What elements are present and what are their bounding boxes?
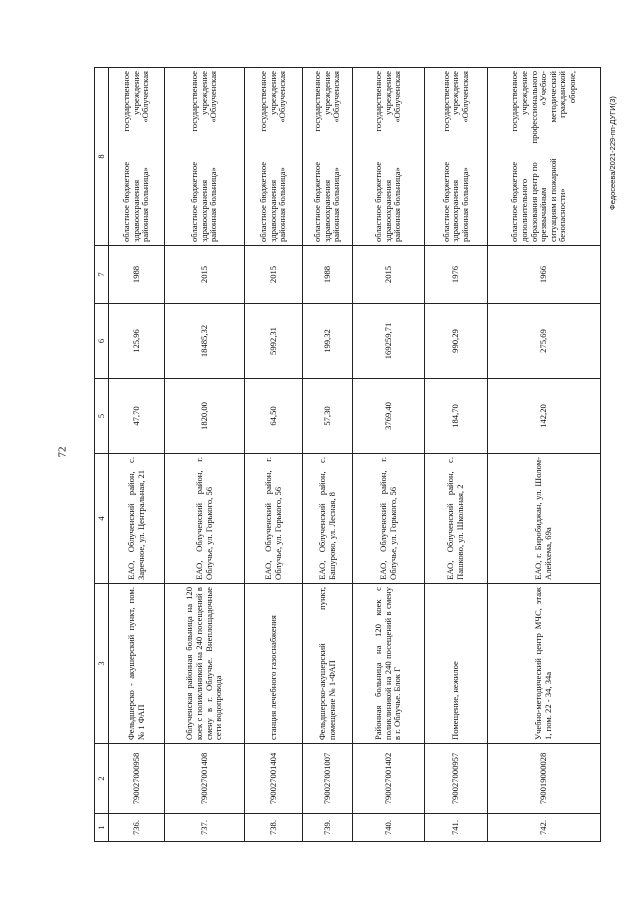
holder-cell (109, 68, 165, 246)
object-name-cell: Помещение, нежилое (425, 584, 488, 744)
area-cell: 64,50 (245, 379, 303, 454)
object-name-cell: Районная больница на 120 коек с поликлиникой на 240 посещений в смену в г. Облучье. Блок Г (353, 584, 425, 744)
value-cell: 18485,32 (165, 304, 245, 379)
object-name-cell: станция лечебного газоснабжения (245, 584, 303, 744)
holder-left-text: областное бюджетное здравоохранения районная больница» (440, 161, 470, 242)
area-cell: 142,20 (488, 379, 601, 454)
holder-cell (165, 68, 245, 246)
row-number-cell: 741. (425, 814, 488, 842)
object-name-cell: Фельдшерско-акушерский пункт, помещение № 1-ФАП (303, 584, 353, 744)
value-cell: 275,69 (488, 304, 601, 379)
holder-right-text: государственное учреждение «Облученская (121, 71, 151, 132)
holder-right-text: государственное учреждение «Облученская (440, 71, 470, 132)
holder-right-text: государственное учреждение «Облученская (373, 71, 403, 132)
year-cell: 2015 (245, 246, 303, 304)
holder-right-text: государственное учреждение профессионального «Учебно-методический гражданской обороне, (509, 71, 578, 144)
holder-left-text: областное бюджетное дополнительного образования центр по чрезвычайным ситуациям и пожарной безопасности» (509, 158, 568, 242)
holder-cell (488, 68, 601, 246)
area-cell: 57,30 (303, 379, 353, 454)
area-cell: 1820,00 (165, 379, 245, 454)
column-header-2: 2 (95, 744, 109, 814)
table-row (109, 68, 165, 842)
document-footer: Федосеева/2021-229-пп-ДУГИ(3) (608, 96, 617, 210)
holder-cell (303, 68, 353, 246)
row-number-cell: 742. (488, 814, 601, 842)
column-header-8: 8 (95, 68, 109, 246)
table-row (353, 68, 425, 842)
year-cell: 1988 (303, 246, 353, 304)
registry-code-cell: 790027001402 (353, 744, 425, 814)
holder-cell (425, 68, 488, 246)
row-number-cell: 739. (303, 814, 353, 842)
holder-left-text: областное бюджетное здравоохранения районная больница» (258, 161, 288, 242)
property-table (94, 67, 601, 842)
address-cell: ЕАО, Облученский район, г. Облучье, ул. Горького, 56 (165, 454, 245, 584)
value-cell: 125,96 (109, 304, 165, 379)
registry-code-cell: 790019000028 (488, 744, 601, 814)
header-row (95, 68, 109, 842)
column-header-5: 5 (95, 379, 109, 454)
registry-code-cell: 790027000958 (109, 744, 165, 814)
address-cell: ЕАО, Облученский район, с. Пашково, ул. Школьная, 2 (425, 454, 488, 584)
table-row (165, 68, 245, 842)
area-cell: 47,70 (109, 379, 165, 454)
holder-left-text: областное бюджетное здравоохранения районная больница» (373, 161, 403, 242)
address-cell: ЕАО, Облученский район, г. Облучье, ул. Горького, 56 (245, 454, 303, 584)
holder-right-text: государственное учреждение «Облученская (189, 71, 219, 132)
row-number-cell: 737. (165, 814, 245, 842)
registry-code-cell: 790027001404 (245, 744, 303, 814)
registry-code-cell: 790027001408 (165, 744, 245, 814)
holder-right-text: государственное учреждение «Облученская (312, 71, 342, 132)
year-cell: 2015 (165, 246, 245, 304)
table-row (245, 68, 303, 842)
holder-left-text: областное бюджетное здравоохранения районная больница» (189, 161, 219, 242)
table-row (488, 68, 601, 842)
holder-left-text: областное бюджетное здравоохранения районная больница» (312, 161, 342, 242)
column-header-6: 6 (95, 304, 109, 379)
year-cell: 2015 (353, 246, 425, 304)
holder-right-text: государственное учреждение «Облученская (258, 71, 288, 132)
registry-code-cell: 790027000957 (425, 744, 488, 814)
column-header-1: 1 (95, 814, 109, 842)
object-name-cell: Учебно-методический центр МЧС, этаж 1, пом. 22 - 34, 34а (488, 584, 601, 744)
column-header-7: 7 (95, 246, 109, 304)
address-cell: ЕАО, Облученский район, с. Заречное, ул. Центральная, 21 (109, 454, 165, 584)
year-cell: 1976 (425, 246, 488, 304)
holder-left-text: областное бюджетное здравоохранения районная больница» (121, 161, 151, 242)
address-cell: ЕАО, Облученский район, г. Облучье, ул. Горького, 56 (353, 454, 425, 584)
row-number-cell: 736. (109, 814, 165, 842)
value-cell: 199,32 (303, 304, 353, 379)
table-row (425, 68, 488, 842)
value-cell: 169259,71 (353, 304, 425, 379)
holder-cell (245, 68, 303, 246)
object-name-cell: Облученская районная больница на 120 коек с поликлиникой на 240 посещений в смену в г. Облучье. Внеплощадочные сети водопровода (165, 584, 245, 744)
holder-cell (353, 68, 425, 246)
column-header-3: 3 (95, 584, 109, 744)
value-cell: 990,29 (425, 304, 488, 379)
page-number: 72 (56, 446, 69, 458)
row-number-cell: 740. (353, 814, 425, 842)
value-cell: 5992,31 (245, 304, 303, 379)
table-row (303, 68, 353, 842)
rotated-table-wrapper (94, 68, 601, 842)
year-cell: 1988 (109, 246, 165, 304)
registry-code-cell: 790027001007 (303, 744, 353, 814)
table-body (109, 68, 601, 842)
address-cell: ЕАО, г. Биробиджан, ул. Шолом-Алейхема, 69а (488, 454, 601, 584)
row-number-cell: 738. (245, 814, 303, 842)
area-cell: 3769,40 (353, 379, 425, 454)
year-cell: 1966 (488, 246, 601, 304)
object-name-cell: Фельдшерско - акушерский пункт, пом. № 1 ФАП (109, 584, 165, 744)
address-cell: ЕАО, Облученский район, с. Башурово, ул. Лесная, 8 (303, 454, 353, 584)
column-header-4: 4 (95, 454, 109, 584)
area-cell: 184,70 (425, 379, 488, 454)
